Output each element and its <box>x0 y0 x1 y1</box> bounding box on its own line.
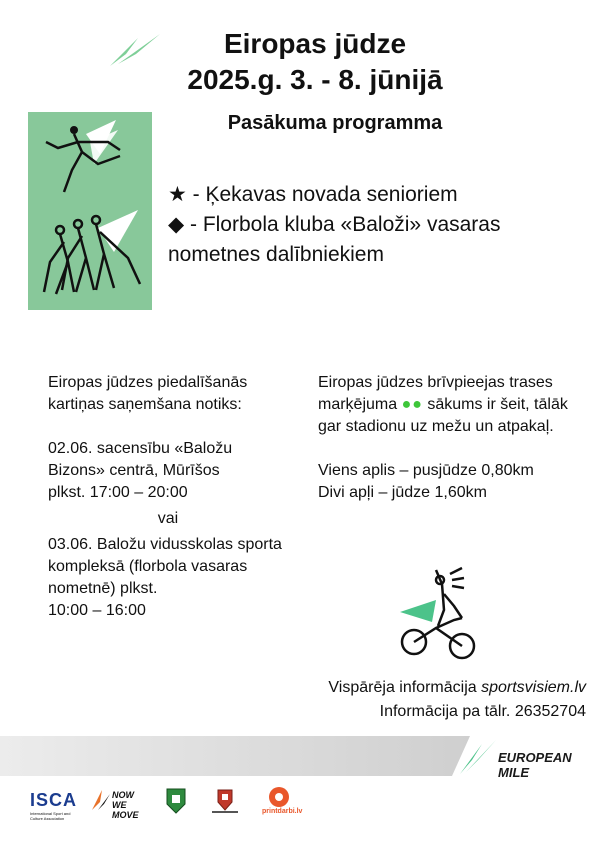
diamond-icon: ◆ <box>168 213 185 236</box>
legend-diamond-text: - Florbola kluba «Baloži» vasaras nometnes dalībniekiem <box>168 213 501 266</box>
european-mile-banner-logo-icon <box>458 738 498 776</box>
cyclist-illustration <box>392 566 482 666</box>
green-dots-icon: ●● <box>401 396 423 413</box>
general-info-prefix: Vispārēja informācija <box>328 679 482 696</box>
route-text-b: sākums ir šeit, tālāk gar stadionu uz mežu un atpakaļ. <box>318 396 568 435</box>
printdarbi-icon <box>268 786 290 808</box>
now-we-move-icon <box>92 788 112 812</box>
printdarbi-text: printdarbi.lv <box>262 808 303 815</box>
pickup-option-2: 03.06. Baložu vidusskolas sporta kompleksā (florbola vasaras nometnē) plkst. <box>48 536 282 597</box>
title-line-1: Eiropas jūdze <box>223 28 407 59</box>
legend-star-text: - Ķekavas novada senioriem <box>186 183 458 206</box>
route-text-a: Eiropas jūdzes brīvpieejas trases marķējuma <box>318 374 553 413</box>
isca-logo <box>30 790 84 821</box>
route-start-text <box>318 372 578 438</box>
legend-diamond-row <box>168 210 568 270</box>
general-info-line <box>250 676 586 700</box>
contact-info <box>250 676 586 724</box>
isca-logo-text: ISCA <box>30 790 78 810</box>
now-we-move-logo <box>92 788 152 820</box>
website-link[interactable]: sportsvisiem.lv <box>481 679 586 696</box>
title-line-2: 2025.g. 3. - 8. jūnijā <box>187 64 443 95</box>
european-mile-brand: EUROPEAN MILE <box>498 750 572 780</box>
club-shield-icon <box>166 788 186 814</box>
star-icon: ★ <box>168 183 187 206</box>
pickup-option-2-time: 10:00 – 16:00 <box>48 602 146 619</box>
route-info <box>318 372 578 504</box>
lap-one: Viens aplis – pusjūdze 0,80km <box>318 462 534 479</box>
isca-logo-subtext: International Sport and Culture Association <box>30 811 71 821</box>
legend <box>168 180 568 270</box>
pickup-intro: Eiropas jūdzes piedalīšanās kartiņas saņemšana notiks: <box>48 374 248 413</box>
phone-line: Informācija pa tālr. 26352704 <box>379 703 586 720</box>
page-subtitle: Pasākuma programma <box>227 112 443 134</box>
card-pickup-info <box>48 372 288 622</box>
pickup-option-1: 02.06. sacensību «Baložu Bizons» centrā, Mūrīšos <box>48 440 233 479</box>
runners-illustration <box>28 112 152 310</box>
lap-two: Divi apļi – jūdze 1,60km <box>318 484 487 501</box>
printdarbi-logo <box>262 786 312 815</box>
pickup-option-1-time: plkst. 17:00 – 20:00 <box>48 484 188 501</box>
pickup-or: vai <box>157 510 179 527</box>
page-title <box>150 26 480 98</box>
nwm-line2: WE MOVE <box>112 800 139 820</box>
nwm-line1: NOW <box>112 790 134 800</box>
legend-star-row <box>168 180 568 210</box>
municipality-coat-of-arms-icon <box>208 786 242 814</box>
